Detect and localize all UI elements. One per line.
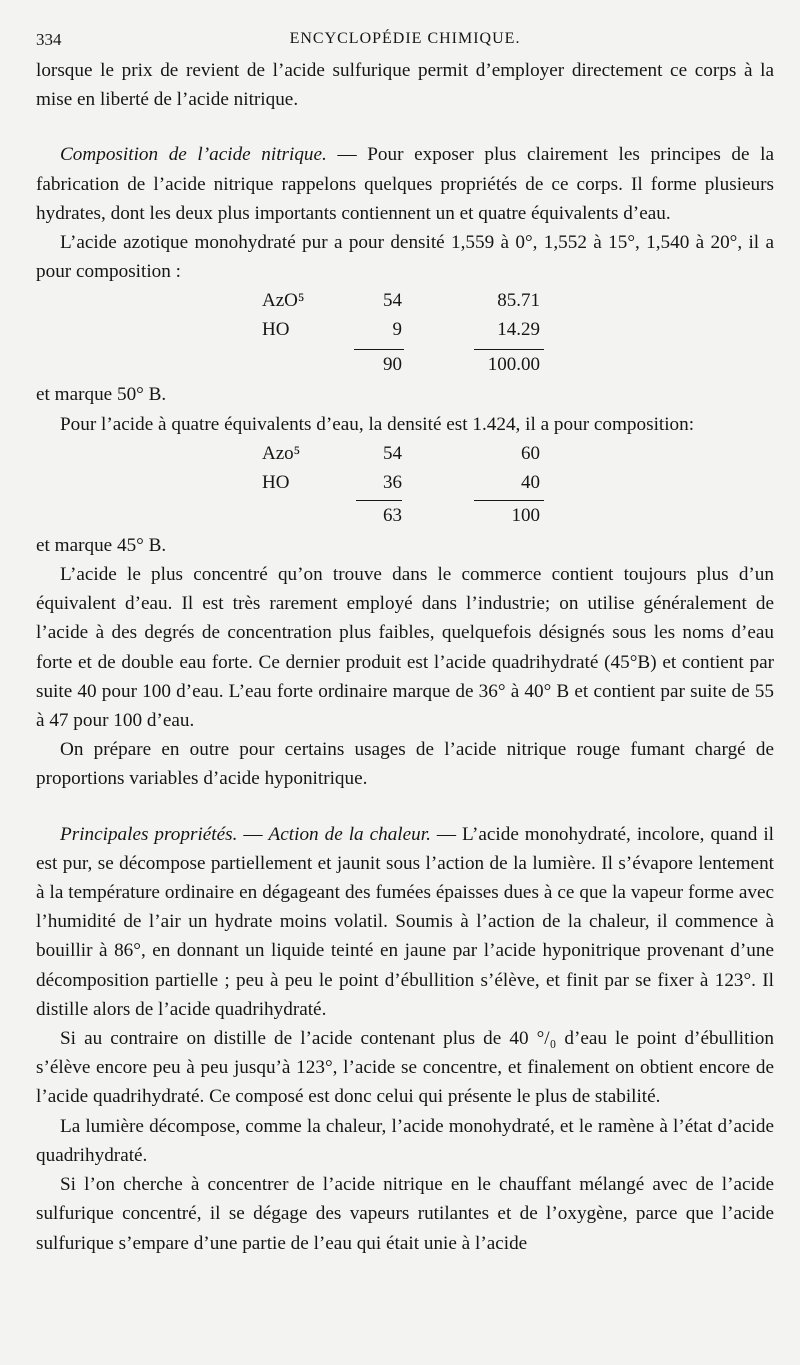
paragraph-composition <box>36 140 774 228</box>
paragraph-quatre-equivalents: Pour l’acide à quatre équivalents d’eau, la densité est 1.424, il a pour composition: <box>60 413 695 435</box>
composition-table-quadrihydrate <box>36 439 774 531</box>
section-subheading-chaleur: Action de la chaleur. <box>268 823 431 845</box>
weight-cell: 9 <box>392 319 402 341</box>
page-number: 334 <box>36 30 62 49</box>
paragraph-lumiere: La lumière décompose, comme la chaleur, l’acide monohydraté, et le ramène à l’état d’acide quadrihydraté. <box>36 1115 774 1166</box>
total-percent-cell: 100.00 <box>487 354 540 376</box>
heading-dash: — <box>237 823 269 845</box>
formula-cell: Azo⁵ <box>262 442 301 464</box>
formula-cell: HO <box>262 319 290 341</box>
document-page <box>36 26 774 1258</box>
percent-cell: 14.29 <box>497 319 540 341</box>
total-percent-cell: 100 <box>511 504 540 526</box>
formula-cell: HO <box>262 471 290 493</box>
percent-cell: 60 <box>521 442 540 464</box>
section-heading-proprietes: Principales propriétés. <box>60 823 238 845</box>
paragraph-monohydrate: L’acide azotique monohydraté pur a pour densité 1,559 à 0°, 1,552 à 15°, 1,540 à 20°, il a pour composition : <box>36 232 774 283</box>
paragraph-proprietes <box>36 820 774 1024</box>
paragraph-marque-50: et marque 50° B. <box>36 384 167 406</box>
paragraph-distillation: Si au contraire on distille de l’acide contenant plus de 40 °/₀ d’eau le point d’ébullition s’élève encore peu à peu jusqu’à 123°, l’acide se concentre, et finalement on obtient encore de l’acide quadrihydraté. Ce composé est donc celui qui présente le plus de stabilité. <box>36 1028 774 1108</box>
paragraph-acide-rouge: On prépare en outre pour certains usages de l’acide nitrique rouge fumant chargé de proportions variables d’acide hyponitrique. <box>36 739 774 790</box>
total-weight-cell: 63 <box>383 504 402 526</box>
weight-cell: 54 <box>383 290 402 312</box>
paragraph-commerce: L’acide le plus concentré qu’on trouve dans le commerce contient toujours plus d’un équivalent d’eau. Il est très rarement employé dans l’industrie; on utilise généralement de l’acide à des degrés de concentration plus faibles, quelquefois désignés sous les noms d’eau forte et de double eau forte. Ce dernier produit est l’acide quadrihydraté (45°B) et contient par suite 40 pour 100 d’eau. L’eau forte ordinaire marque de 36° à 40° B et contient par suite de 55 à 47 pour 100 d’eau. <box>36 564 774 732</box>
weight-cell: 36 <box>383 471 402 493</box>
paragraph-concentration: Si l’on cherche à concentrer de l’acide nitrique en le chauffant mélangé avec de l’acide sulfurique concentré, il se dégage des vapeurs rutilantes et de l’oxygène, parce que l’acide sulfurique s’empare d’une partie de l’eau qui était unie à l’acide <box>36 1174 774 1254</box>
percent-cell: 40 <box>521 471 540 493</box>
running-title: ENCYCLOPÉDIE CHIMIQUE. <box>289 30 521 47</box>
paragraph-marque-45: et marque 45° B. <box>36 534 167 556</box>
weight-cell: 54 <box>383 442 402 464</box>
paragraph-proprietes-text: — L’acide monohydraté, incolore, quand il est pur, se décompose partiellement et jaunit sous l’action de la lumière. Il s’évapore lentement à la température ordinaire en dégageant des fumées épaisses dues à ce que la vapeur forme avec l’humidité de l’air un hydrate moins volatil. Soumis à l’action de la chaleur, il commence à bouillir à 86°, en donnant un liquide teinté en jaune par l’acide hyponitrique provenant d’une décomposition partielle ; peu à peu le point d’ébullition s’élève, et finit par se fixer à 123°. Il distille alors de l’acide quadrihydraté. <box>36 823 774 1020</box>
percent-cell: 85.71 <box>497 290 540 312</box>
paragraph-intro: lorsque le prix de revient de l’acide sulfurique permit d’employer directement ce corps à la mise en liberté de l’acide nitrique. <box>36 60 774 111</box>
composition-table-monohydrate <box>36 286 774 380</box>
section-heading-composition: Composition de l’acide nitrique. <box>60 144 327 166</box>
page-header <box>36 26 774 56</box>
paragraph-composition-text: — Pour exposer plus clairement les principes de la fabrication de l’acide nitrique rappelons quelques propriétés de ce corps. Il forme plusieurs hydrates, dont les deux plus importants contiennent un et quatre équivalents d’eau. <box>36 144 774 224</box>
formula-cell: AzO⁵ <box>262 290 305 312</box>
total-weight-cell: 90 <box>383 354 402 376</box>
